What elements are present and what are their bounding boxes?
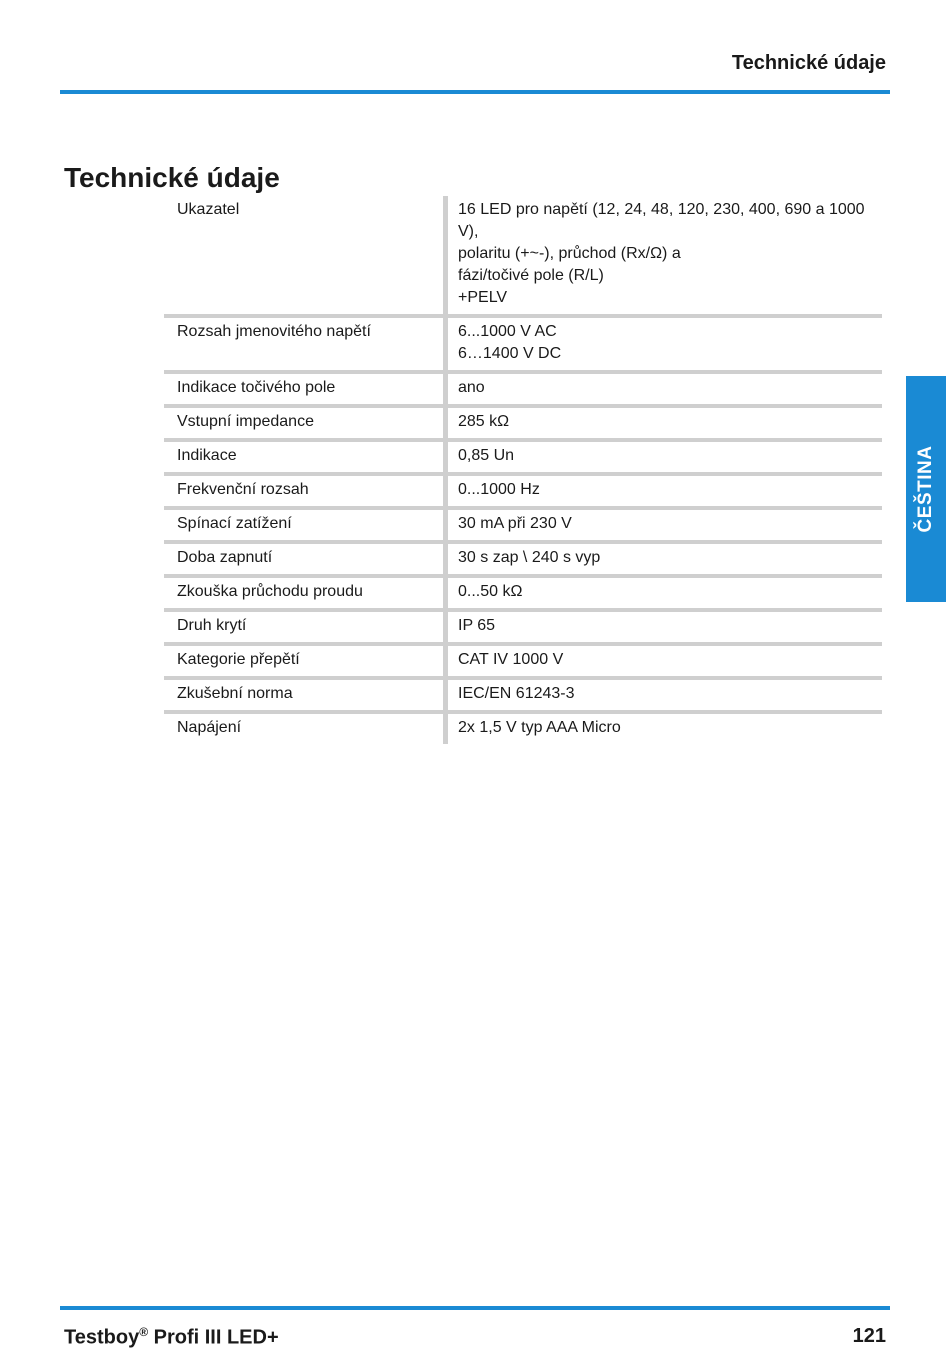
spec-row [164, 316, 882, 372]
spec-value [446, 406, 883, 440]
spec-row [164, 372, 882, 406]
spec-row [164, 440, 882, 474]
spec-value-line: IEC/EN 61243-3 [458, 685, 575, 702]
spec-label: Napájení [177, 719, 242, 736]
spec-label: Doba zapnutí [164, 542, 446, 576]
spec-value-line: IP 65 [458, 617, 496, 634]
spec-value [446, 440, 883, 474]
spec-row [164, 196, 882, 316]
spec-label: Ukazatel [164, 196, 446, 316]
spec-row [164, 474, 882, 508]
spec-value [446, 678, 883, 712]
spec-value [446, 508, 883, 542]
spec-value-line: 2x 1,5 V typ AAA Micro [458, 719, 621, 736]
spec-value [446, 196, 883, 316]
spec-value-line: 6...1000 V AC [458, 323, 557, 340]
spec-row [164, 644, 882, 678]
spec-row [164, 610, 882, 644]
spec-value-line: CAT IV 1000 V [458, 651, 564, 668]
page-number: 121 [852, 1325, 886, 1347]
footer-product-name: Profi III LED+ [148, 1326, 279, 1349]
spec-label: Zkušební norma [164, 678, 446, 712]
spec-label: Rozsah jmenovitého napětí [164, 316, 446, 372]
language-tab [906, 376, 946, 602]
spec-value-line: 30 mA při 230 V [458, 515, 572, 532]
spec-value [446, 644, 883, 678]
spec-row [164, 678, 882, 712]
spec-value-line: 0,85 Un [458, 447, 515, 464]
spec-row [164, 712, 882, 744]
spec-label: Frekvenční rozsah [164, 474, 446, 508]
footer-rule [60, 1306, 890, 1310]
spec-table [164, 196, 882, 744]
footer-brand: Testboy [64, 1326, 140, 1349]
spec-label: Zkouška průchodu proudu [164, 576, 446, 610]
spec-value-line: fázi/točivé pole (R/L) [458, 267, 604, 284]
spec-row [164, 406, 882, 440]
spec-label: Vstupní impedance [164, 406, 446, 440]
spec-label: Indikace točivého pole [164, 372, 446, 406]
spec-value-line: 16 LED pro napětí (12, 24, 48, 120, 230, 400, 690 a 1000 V), [458, 201, 865, 240]
spec-value [446, 372, 883, 406]
spec-value-line: 0...50 kΩ [458, 583, 523, 600]
spec-value-line: 0...1000 Hz [458, 481, 540, 498]
running-header-title: Technické údaje [731, 52, 886, 74]
footer-product [64, 1325, 279, 1350]
language-tab-label: ČEŠTINA [915, 445, 936, 533]
header-rule [60, 90, 890, 94]
spec-label: Kategorie přepětí [164, 644, 446, 678]
spec-value [446, 610, 883, 644]
spec-value-line: 30 s zap \ 240 s vyp [458, 549, 601, 566]
spec-value [446, 712, 883, 744]
spec-value [446, 576, 883, 610]
spec-row [164, 542, 882, 576]
spec-value-line: +PELV [458, 289, 508, 306]
spec-label: Druh krytí [164, 610, 446, 644]
section-title: Technické údaje [64, 162, 280, 193]
registered-mark: ® [139, 1325, 149, 1339]
spec-value-line: polaritu (+~-), průchod (Rx/Ω) a [458, 245, 681, 262]
spec-value-line: 6…1400 V DC [458, 345, 562, 362]
spec-row [164, 508, 882, 542]
spec-label: Spínací zatížení [164, 508, 446, 542]
spec-value [446, 474, 883, 508]
spec-value-line: ano [458, 379, 485, 396]
spec-value [446, 542, 883, 576]
spec-row [164, 576, 882, 610]
spec-value [446, 316, 883, 372]
spec-value-line: 285 kΩ [458, 413, 510, 430]
spec-label: Indikace [164, 440, 446, 474]
